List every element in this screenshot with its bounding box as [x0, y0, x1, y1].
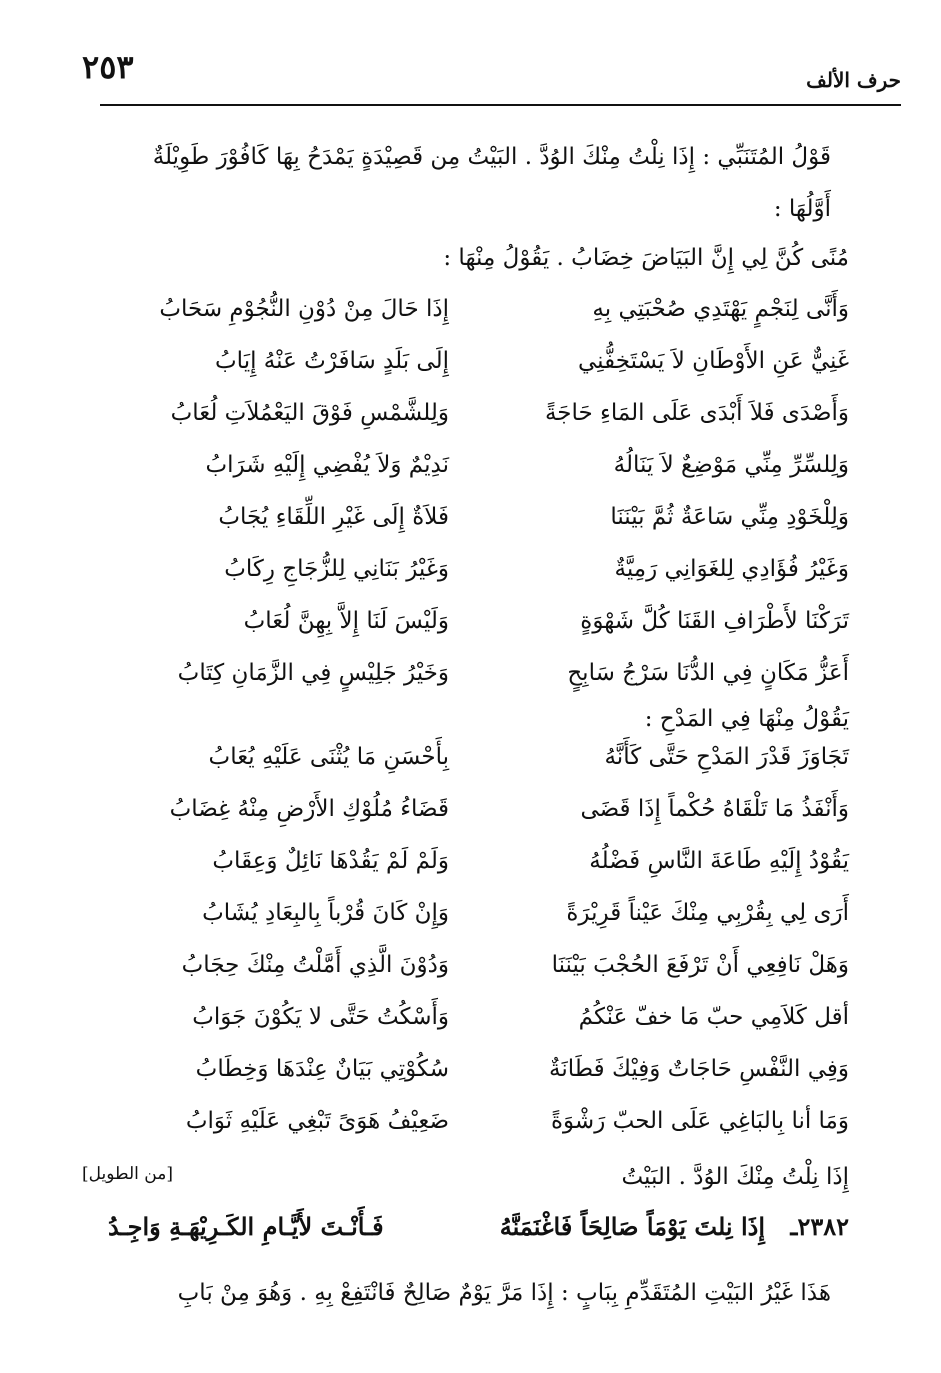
intro-praise: يَقُوْلُ مِنْهَا فِي المَدْحِ : — [644, 706, 849, 732]
entry-number: ٢٣٨٢ـ — [790, 1212, 849, 1241]
commentary-line: هَذَا غَيْرُ البَيْتِ المُتَقَدِّمِ بِبَابٍ : إِذَا مَرَّ يَوْمٌ صَالِحٌ فَانْتَفِعْ بِهِ . وَهُوَ مِنْ بَابِ — [177, 1280, 831, 1306]
second-hemistich: بِأَحْسَنِ مَا يُثْنَى عَلَيْهِ يُعَابُ — [208, 744, 449, 770]
verse — [109, 1108, 849, 1160]
first-hemistich: غَنِيٌّ عَنِ الأَوْطَانِ لاَ يَسْتَخِفُّنِي — [577, 348, 849, 374]
meter-label: [من الطويل] — [82, 1164, 173, 1184]
second-hemistich: سُكُوْتِي بَيَانٌ عِنْدَهَا وَخِطَابُ — [195, 1056, 449, 1082]
second-hemistich: فَلاَةٌ إِلَى غَيْرِ اللِّقَاءِ يُجَابُ — [218, 504, 449, 530]
second-hemistich: إِلَى بَلَدٍ سَافَرْتُ عَنْهُ إِيَابُ — [215, 348, 449, 374]
intro-line-3: مُنًى كُنَّ لِي إِنَّ البَيَاضَ خِضَابُ . يَقُوْلُ مِنْهَا : — [443, 245, 849, 271]
intro-line-1: قَوْلُ المُتَنَبِّي : إِذَا نِلْتُ مِنْكَ الوُدَّ . البَيْتُ مِن قَصِيْدَةٍ يَمْدَحُ بِهَا كَافُوْرَ طَوِيْلَةٌ — [152, 144, 831, 170]
second-hemistich: وَدُوْنَ الَّذِي أَمَّلْتُ مِنْكَ حِجَابُ — [181, 952, 449, 978]
second-hemistich: إِذَا حَالَ مِنْ دُوْنِ النُّجُوْمِ سَحَابُ — [159, 296, 449, 322]
first-hemistich: أَعَزُّ مَكَانٍ فِي الدُّنَا سَرْجُ سَابِحٍ — [567, 660, 849, 686]
verse — [109, 1056, 849, 1108]
verses-block-2 — [109, 744, 849, 1160]
intro-line-2: أَوَّلُهَا : — [773, 196, 831, 222]
verse — [109, 504, 849, 556]
second-hemistich: ضَعِيْفُ هَوَىً تَبْغِي عَلَيْهِ ثَوَابُ — [185, 1108, 449, 1134]
first-hemistich: وَلِلسِّرِّ مِنِّي مَوْضِعٌ لاَ يَنَالُهُ — [613, 452, 849, 478]
verse — [109, 400, 849, 452]
verse — [109, 556, 849, 608]
entry-second-hemistich: فَـأَنْـتَ لأَيَّـامِ الكَـرِيْهَـةِ وَاجِـدُ — [108, 1212, 384, 1241]
entry-first-hemistich: إِذَا نِلتَ يَوْمَاً صَالِحَاً فَاغْنَمَنَّهُ — [499, 1212, 765, 1241]
second-hemistich: وَأَسْكُتُ حَتَّى لا يَكُوْنَ جَوَابُ — [192, 1004, 449, 1030]
second-hemistich: نَدِيْمٌ وَلاَ يُفْضِي إِلَيْهِ شَرَابُ — [205, 452, 449, 478]
verses-block-1 — [109, 296, 849, 712]
first-hemistich: أَرَى لِي بِقُرْبِي مِنْكَ عَيْناً قَرِيْرَةً — [566, 900, 849, 926]
first-hemistich: وَأَصْدَى فَلاَ أَبْدَى عَلَى المَاءِ حَاجَةً — [544, 400, 849, 426]
verse — [109, 608, 849, 660]
verse — [109, 900, 849, 952]
first-hemistich: تَرَكْنَا لأَطْرَافِ القَنَا كُلَّ شَهْوَةٍ — [580, 608, 849, 634]
first-hemistich: وَهَلْ نَافِعِي أَنْ تَرْفَعَ الحُجْبَ بَيْنَنَا — [551, 952, 849, 978]
verse — [109, 952, 849, 1004]
second-hemistich: وَلَمْ لَمْ يَقُدْهَا نَائِلٌ وَعِقَابُ — [212, 848, 449, 874]
first-hemistich: وَأَنْفَذُ مَا تَلْقَاهُ حُكْماً إِذَا قَضَى — [580, 796, 849, 822]
verse — [109, 660, 849, 712]
first-hemistich: وَفِي النَّفْسِ حَاجَاتٌ وَفِيْكَ فَطَانَةٌ — [549, 1056, 849, 1082]
second-hemistich: وَإِنْ كَانَ قُرْباً بِالبِعَادِ يُشَابُ — [202, 900, 449, 926]
page-number: ٢٥٣ — [82, 48, 134, 86]
second-hemistich: قَضَاءُ مُلُوْكِ الأَرْضِ مِنْهُ غِضَابُ — [169, 796, 449, 822]
numbered-entry — [108, 1212, 849, 1252]
second-hemistich: وَلَيْسَ لَنَا إِلاَّ بِهِنَّ لُعَابُ — [243, 608, 449, 634]
verse — [109, 848, 849, 900]
second-hemistich: وَخَيْرُ جَلِيْسٍ فِي الزَّمَانِ كِتَابُ — [177, 660, 449, 686]
verse — [109, 296, 849, 348]
first-hemistich: وَلِلْخَوْدِ مِنِّي سَاعَةٌ ثُمَّ بَيْنَنَا — [610, 504, 849, 530]
verse — [109, 348, 849, 400]
header-rule — [100, 104, 901, 106]
first-hemistich: تَجَاوَزَ قَدْرَ المَدْحِ حَتَّى كَأَنَّهُ — [604, 744, 849, 770]
first-hemistich: وَمَا أنا بِالبَاغِي عَلَى الحبّ رَشْوَةً — [550, 1108, 849, 1134]
verse — [109, 744, 849, 796]
first-hemistich: وَغَيْرُ فُؤَادِي لِلغَوَانِي رَمِيَّةٌ — [614, 556, 849, 582]
section-title: حرف الألف — [806, 68, 901, 92]
verse — [109, 1004, 849, 1056]
verse — [109, 452, 849, 504]
second-hemistich: وَلِلشَّمْسِ فَوْقَ اليَعْمُلاَتِ لُعَابُ — [170, 400, 449, 426]
verse-reference: إِذَا نِلْتُ مِنْكَ الوُدَّ . البَيْتُ — [621, 1164, 849, 1190]
first-hemistich: أقل كَلاَمِي حبّ مَا خفّ عَنْكُمُ — [578, 1004, 849, 1030]
first-hemistich: يَقُوْدُ إِلَيْهِ طَاعَةَ النَّاسِ فَضْلُهُ — [589, 848, 849, 874]
second-hemistich: وَغَيْرُ بَنَانِي لِلزُّجَاجِ رِكَابُ — [224, 556, 449, 582]
first-hemistich: وَأَنَّى لِنَجْمٍ يَهْتَدِي صُحْبَتِي بِهِ — [592, 296, 849, 322]
verse — [109, 796, 849, 848]
